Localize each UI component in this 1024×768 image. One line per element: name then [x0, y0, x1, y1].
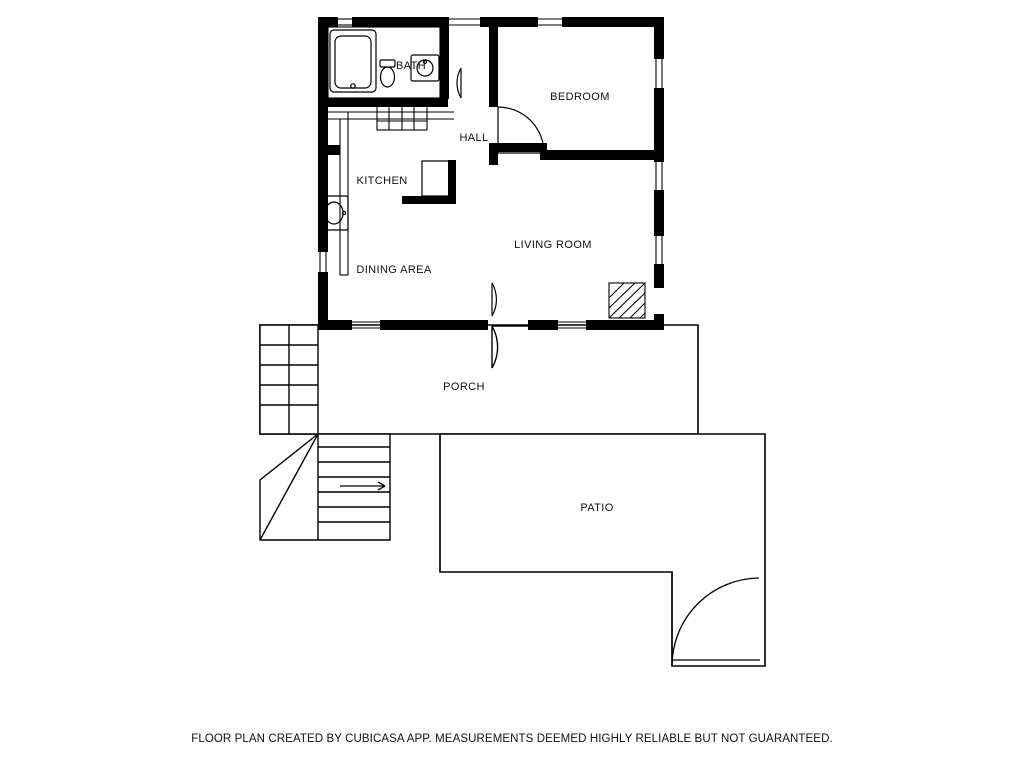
stove-cooktop — [377, 104, 427, 130]
room-label-dining-area: DINING AREA — [356, 263, 432, 276]
living-room-door — [492, 283, 496, 316]
room-label-porch: PORCH — [443, 380, 485, 393]
fireplace-hearth — [609, 283, 645, 318]
toilet — [380, 60, 395, 87]
porch-outline — [260, 325, 698, 434]
bath-door — [457, 68, 461, 98]
room-label-patio: PATIO — [580, 501, 614, 514]
stairs-down — [260, 434, 390, 540]
patio-outline — [440, 434, 765, 666]
room-label-kitchen: KITCHEN — [356, 174, 408, 187]
room-label-living-room: LIVING ROOM — [514, 238, 592, 251]
footer-disclaimer: FLOOR PLAN CREATED BY CUBICASA APP. MEASUREMENTS DEEMED HIGHLY RELIABLE BUT NOT GUARANTEED. — [191, 733, 833, 745]
porch-stair-block — [260, 325, 318, 434]
bathtub — [330, 30, 376, 92]
room-label-bedroom: BEDROOM — [550, 90, 610, 103]
room-label-hall: HALL — [459, 131, 489, 144]
room-label-bath: BATH — [395, 59, 427, 72]
